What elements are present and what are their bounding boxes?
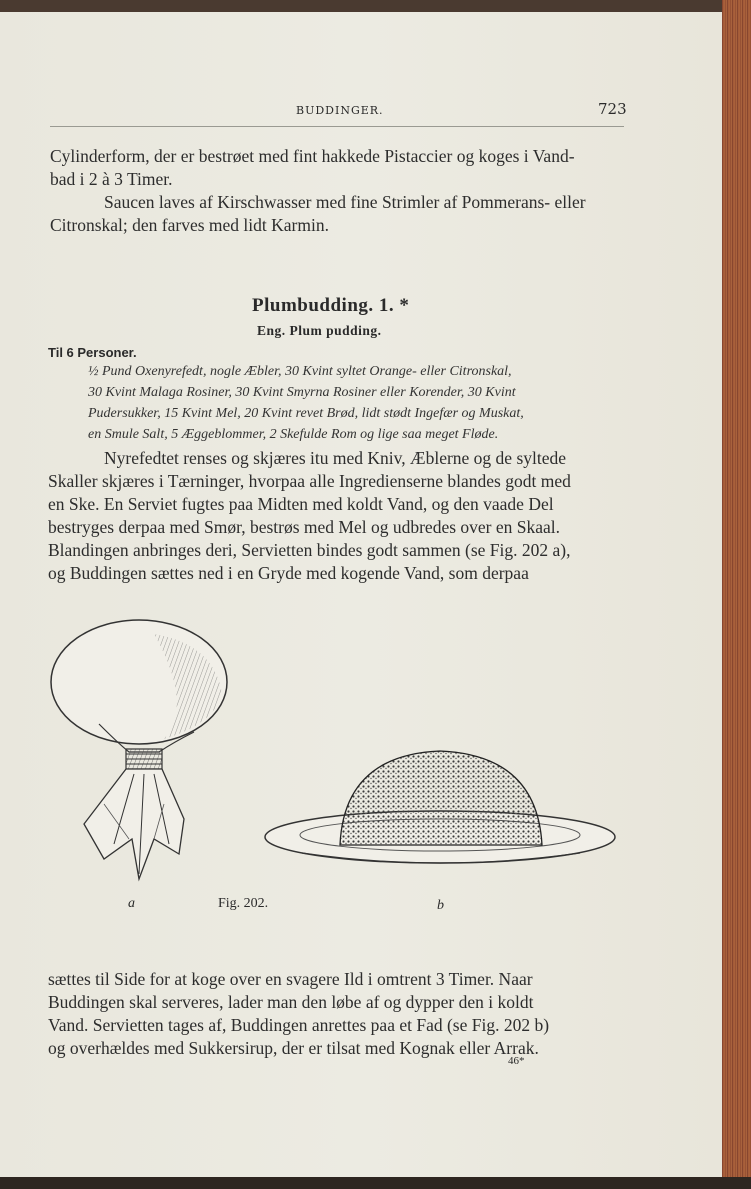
- ingredients-line: 30 Kvint Malaga Rosiner, 30 Kvint Smyrna Rosiner eller Korender, 30 Kvint: [88, 385, 516, 400]
- closing-line: Vand. Servietten tages af, Buddingen anrettes paa et Fad (se Fig. 202 b): [48, 1015, 550, 1035]
- ingredients-line: en Smule Salt, 5 Æggeblommer, 2 Skefulde Rom og lige saa meget Fløde.: [88, 427, 499, 442]
- intro-line: bad i 2 à 3 Timer.: [50, 169, 173, 189]
- header-rule: [50, 126, 624, 127]
- napkin-pudding-illustration: [44, 614, 234, 884]
- figure-label-a: a: [128, 896, 135, 911]
- method-line: og Buddingen sættes ned i en Gryde med kogende Vand, som derpaa: [48, 563, 529, 583]
- method-line: Blandingen anbringes deri, Servietten bindes godt sammen (se Fig. 202 a),: [48, 540, 571, 560]
- figure-label-b: b: [437, 898, 444, 913]
- closing-line: Buddingen skal serveres, lader man den løbe af og dypper den i koldt: [48, 992, 534, 1012]
- recipe-title: Plumbudding. 1. *: [252, 295, 410, 316]
- figure-caption: Fig. 202.: [218, 896, 269, 911]
- plated-pudding-illustration: [262, 745, 620, 875]
- ingredients-line: Pudersukker, 15 Kvint Mel, 20 Kvint revet Brød, lidt stødt Ingefær og Muskat,: [88, 406, 524, 421]
- book-page: [0, 12, 724, 1177]
- ingredients-line: ½ Pund Oxenyrefedt, nogle Æbler, 30 Kvint syltet Orange- eller Citronskal,: [88, 364, 512, 379]
- closing-line: og overhældes med Sukkersirup, der er tilsat med Kognak eller Arrak.: [48, 1038, 539, 1058]
- method-line: Nyrefedtet renses og skjæres itu med Kniv, Æblerne og de syltede: [104, 448, 567, 468]
- scan-top-border: [0, 0, 751, 12]
- page-number: 723: [598, 100, 627, 118]
- closing-line: sættes til Side for at koge over en svagere Ild i omtrent 3 Timer. Naar: [48, 969, 533, 989]
- intro-line: Citronskal; den farves med lidt Karmin.: [50, 215, 329, 235]
- method-line: Skaller skjæres i Tærninger, hvorpaa alle Ingredienserne blandes godt med: [48, 471, 571, 491]
- intro-line: Saucen laves af Kirschwasser med fine Strimler af Pommerans- eller: [104, 192, 586, 212]
- intro-line: Cylinderform, der er bestrøet med fint hakkede Pistaccier og koges i Vand-: [50, 146, 575, 166]
- book-page-edge: [722, 0, 751, 1189]
- printer-signature: 46*: [508, 1055, 525, 1067]
- running-header: BUDDINGER.: [296, 104, 384, 117]
- servings-label: Til 6 Personer.: [48, 345, 137, 360]
- scan-bottom-border: [0, 1177, 751, 1189]
- method-line: en Ske. En Serviet fugtes paa Midten med koldt Vand, og den vaade Del: [48, 494, 554, 514]
- method-line: bestryges derpaa med Smør, bestrøs med Mel og udbredes over en Skaal.: [48, 517, 561, 537]
- recipe-subtitle: Eng. Plum pudding.: [257, 323, 382, 338]
